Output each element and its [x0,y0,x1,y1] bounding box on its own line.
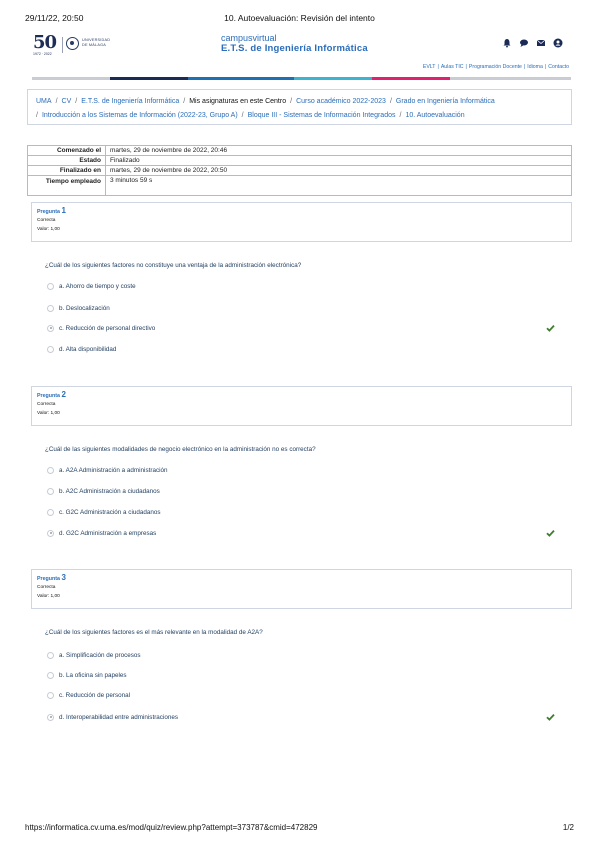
chat-icon[interactable] [519,38,529,48]
print-url: https://informatica.cv.uma.es/mod/quiz/review.php?attempt=373787&cmid=472829 [25,823,318,832]
brand-line-1: campusvirtual [221,33,277,43]
summary-key: Comenzado el [28,146,106,156]
summary-key: Tiempo empleado [28,176,106,196]
option-label: b. Deslocalización [59,304,110,312]
answer-option[interactable] [47,670,127,680]
breadcrumb-cv[interactable]: CV [61,98,72,105]
answer-option[interactable] [47,507,161,517]
summary-row [28,146,572,156]
summary-key: Finalizado en [28,166,106,176]
summary-row [28,176,572,196]
breadcrumb-grado[interactable]: Grado en Ingeniería Informática [395,98,495,105]
link-aulas-tic[interactable]: Aulas TIC [440,64,464,70]
radio-button[interactable] [47,283,54,290]
breadcrumb-separator: / [399,112,402,119]
option-label: c. G2C Administración a ciudadanos [59,508,161,516]
option-label: a. A2A Administración a administración [59,466,168,474]
link-contacto[interactable]: Contacto [548,64,569,70]
link-separator: | [465,64,467,70]
breadcrumb-separator: / [75,98,78,105]
answer-option[interactable] [47,528,156,538]
question-info [31,569,572,609]
question-text: ¿Cuál de las siguientes modalidades de negocio electrónico en la administración no es correcta? [45,446,316,453]
question-text: ¿Cuál de los siguientes factores es el más relevante en la modalidad de A2A? [45,629,263,636]
color-bar-segment [372,77,450,80]
breadcrumb-line-2 [36,109,563,123]
question-number [37,574,566,583]
radio-button[interactable] [47,692,54,699]
option-label: c. Reducción de personal [59,691,131,699]
color-bar-segment [110,77,188,80]
header-icons [502,37,563,49]
breadcrumb-separator: / [389,98,392,105]
question-grade: Valor: 1,00 [37,411,60,416]
radio-button-selected[interactable] [47,714,54,721]
question-state: Correcta [37,218,56,223]
question-number [37,207,566,216]
breadcrumb-separator: / [36,112,38,119]
print-header [25,13,574,25]
breadcrumb-line-1 [36,95,563,109]
option-label: a. Ahorro de tiempo y coste [59,282,136,290]
answer-option[interactable] [47,712,178,722]
print-page-number: 1/2 [562,823,574,832]
uni-line-2: DE MÁLAGA [82,42,106,47]
radio-button[interactable] [47,346,54,353]
university-logo-text [82,38,110,47]
question-number [37,391,566,400]
summary-value: Finalizado [106,156,572,166]
summary-value: martes, 29 de noviembre de 2022, 20:46 [106,146,572,156]
print-footer [25,823,574,835]
radio-button[interactable] [47,672,54,679]
mail-icon[interactable] [536,38,546,48]
link-separator: | [544,64,547,70]
option-label: b. A2C Administración a ciudadanos [59,487,160,495]
color-bar-segment [450,77,571,80]
university-seal-icon [66,37,79,50]
question-info [31,202,572,242]
site-brand[interactable] [221,33,368,54]
breadcrumb-separator: / [183,98,186,105]
correct-check-icon [546,713,555,721]
print-date: 29/11/22, 20:50 [25,13,84,23]
summary-value: 3 minutos 59 s [106,176,572,196]
summary-value: martes, 29 de noviembre de 2022, 20:50 [106,166,572,176]
question-state: Correcta [37,402,56,407]
color-bar-segment [294,77,372,80]
link-evlt[interactable]: EVLT [422,64,436,70]
radio-button[interactable] [47,305,54,312]
radio-button[interactable] [47,509,54,516]
breadcrumb-mis-asignaturas[interactable]: Mis asignaturas en este Centro [189,98,287,105]
summary-row [28,156,572,166]
option-label: b. La oficina sin papeles [59,671,127,679]
question-state: Correcta [37,585,56,590]
radio-button-selected[interactable] [47,325,54,332]
color-bar-segment [32,77,110,80]
color-bar-segment [188,77,294,80]
question-info [31,386,572,426]
breadcrumb-course[interactable]: Introducción a los Sistemas de Información (2022-23, Grupo A) [41,112,238,119]
bell-icon[interactable] [502,38,512,48]
answer-option[interactable] [47,344,116,354]
radio-button[interactable] [47,467,54,474]
link-separator: | [437,64,439,70]
question-grade: Valor: 1,00 [37,594,60,599]
answer-option[interactable] [47,690,130,700]
breadcrumb-etsii[interactable]: E.T.S. de Ingeniería Informática [81,98,180,105]
question-label: Pregunta [37,209,60,215]
attempt-summary-table [27,145,572,196]
answer-option[interactable] [47,303,110,313]
question-number-value: 2 [61,390,66,399]
summary-row [28,166,572,176]
logo-sub: 1972 · 2022 [33,52,52,56]
option-label: c. Reducción de personal directivo [59,324,156,332]
question-label: Pregunta [37,576,60,582]
correct-check-icon [546,324,555,332]
summary-key: Estado [28,156,106,166]
option-label: d. Alta disponibilidad [59,345,117,353]
breadcrumb-uma[interactable]: UMA [36,98,52,105]
option-label: d. G2C Administración a empresas [59,529,157,537]
link-idioma[interactable]: Idioma [527,64,543,70]
top-links [423,64,569,70]
user-icon[interactable] [553,38,563,48]
answer-option[interactable] [47,281,136,291]
answer-option[interactable] [47,650,141,660]
answer-option[interactable] [47,465,168,475]
print-title: 10. Autoevaluación: Revisión del intento [224,13,375,23]
logo-digits: 50 [33,32,57,53]
correct-check-icon [546,529,555,537]
radio-button[interactable] [47,488,54,495]
breadcrumb-bloque[interactable]: Bloque III - Sistemas de Información Integrados [247,112,396,119]
breadcrumb-separator: / [290,98,293,105]
answer-option[interactable] [47,323,155,333]
question-number-value: 1 [61,206,66,215]
option-label: a. Simplificación de procesos [59,651,141,659]
question-grade: Valor: 1,00 [37,227,60,232]
link-programacion-docente[interactable]: Programación Docente [468,64,522,70]
option-label: d. Interoperabilidad entre administraciones [59,713,179,721]
logo-divider [62,37,63,53]
radio-button[interactable] [47,652,54,659]
breadcrumb-separator: / [241,112,244,119]
question-label: Pregunta [37,393,60,399]
anniversary-logo[interactable] [33,34,59,56]
link-separator: | [523,64,526,70]
question-text: ¿Cuál de los siguientes factores no constituye una ventaja de la administración electrónica? [45,262,302,269]
site-header [33,33,570,61]
question-number-value: 3 [61,573,66,582]
breadcrumb-curso[interactable]: Curso académico 2022-2023 [296,98,386,105]
radio-button-selected[interactable] [47,530,54,537]
breadcrumb [27,89,572,125]
breadcrumb-quiz[interactable]: 10. Autoevaluación [405,112,465,119]
breadcrumb-separator: / [55,98,58,105]
brand-line-2: E.T.S. de Ingeniería Informática [221,43,368,54]
uni-line-1: UNIVERSIDAD [82,38,111,42]
brand-color-bar [32,77,571,80]
answer-option[interactable] [47,486,160,496]
